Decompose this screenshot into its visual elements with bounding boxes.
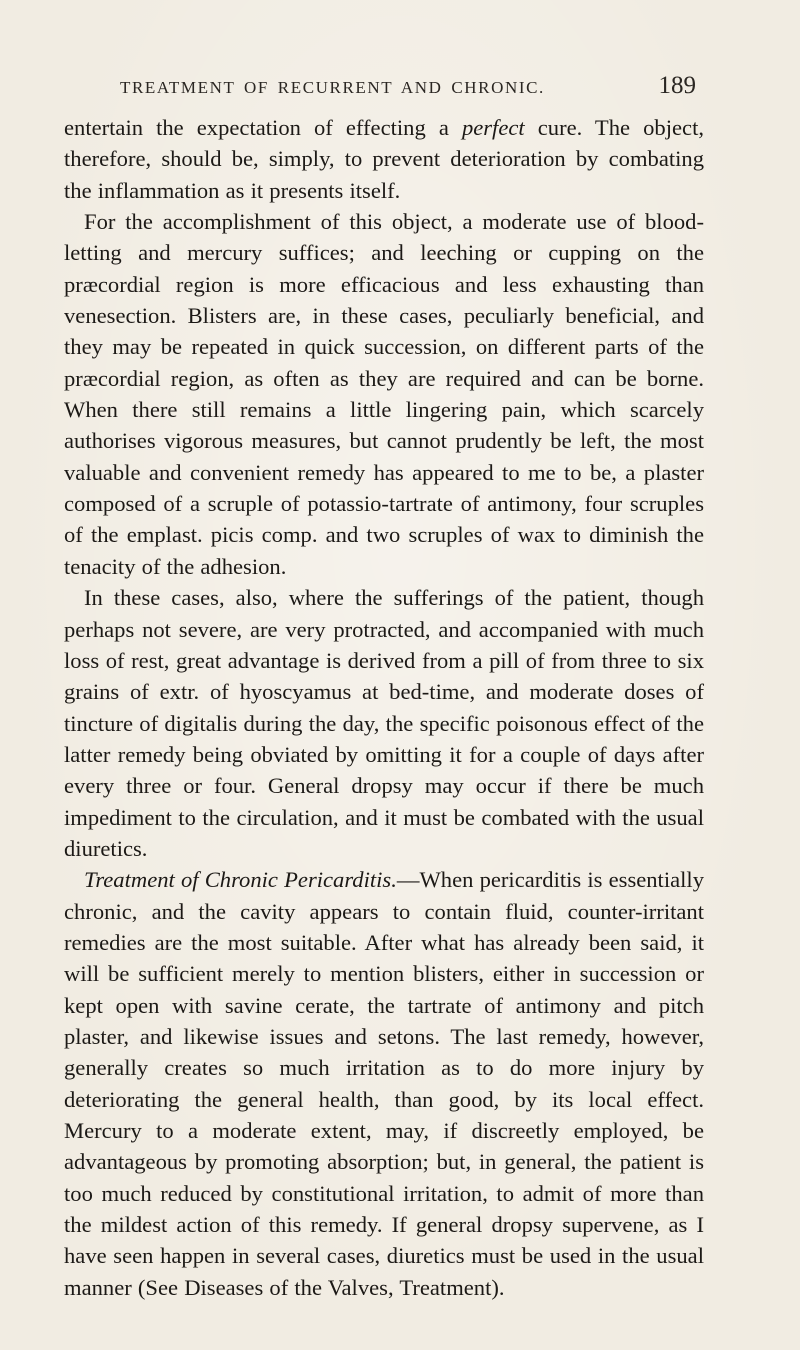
paragraph-4-text: —When pericarditis is essentially chronic, and the cavity appears to contain fluid, counter-irritant remedies are the most suitable. After what has already been said, it will be sufficient merely to mention blisters, either in succession or kept open with savine cerate, the tartrate of antimony and pitch plaster, and likewise issues and setons. The last remedy, however, generally creates so much irritation as to do more injury by deteriorating the general health, than good, by its local effect. Mercury to a moderate extent, may, if discreetly employed, be advantageous by promoting absorption; but, in general, the patient is too much reduced by constitutional irritation, to admit of more than the mildest action of this remedy. If general dropsy supervene, as I have seen happen in several cases, diuretics must be used in the usual manner (See Diseases of the Valves, Treatment). [64,867,704,1300]
paragraph-4 [64,864,704,1303]
running-head-title: TREATMENT OF RECURRENT AND CHRONIC. [120,78,545,97]
body-text [64,112,704,1303]
running-head [64,72,696,106]
paragraph-3 [64,582,704,864]
page-number: 189 [658,72,696,99]
paragraph-2 [64,206,704,582]
paragraph-1 [64,112,704,206]
paragraph-1-text-b: cure. The object, therefore, should be, simply, to prevent deterioration by combating the inflammation as it presents itself. [64,115,704,203]
paragraph-1-text-a: entertain the expectation of effecting a [64,115,462,140]
section-heading-chronic-pericarditis: Treatment of Chronic Pericarditis. [84,867,397,893]
paragraph-1-italic-perfect: perfect [461,115,525,140]
paragraph-3-text: In these cases, also, where the sufferings of the patient, though perhaps not severe, are very protracted, and accompanied with much loss of rest, great advantage is derived from a pill of from three to six grains of extr. of hyoscyamus at bed-time, and moderate doses of tincture of digitalis during the day, the specific poisonous effect of the latter remedy being obviated by omitting it for a couple of days after every three or four. General dropsy may occur if there be much impediment to the circulation, and it must be combated with the usual diuretics. [64,585,704,861]
paragraph-2-text: For the accomplishment of this object, a moderate use of blood-letting and mercury suffices; and leeching or cupping on the præcordial region is more efficacious and less exhausting than venesection. Blisters are, in these cases, peculiarly beneficial, and they may be repeated in quick succession, on different parts of the præcordial region, as often as they are required and can be borne. When there still remains a little lingering pain, which scarcely authorises vigorous measures, but cannot prudently be left, the most valuable and convenient remedy has appeared to me to be, a plaster composed of a scruple of potassio-tartrate of antimony, four scruples of the emplast. picis comp. and two scruples of wax to diminish the tenacity of the adhesion. [64,209,704,579]
